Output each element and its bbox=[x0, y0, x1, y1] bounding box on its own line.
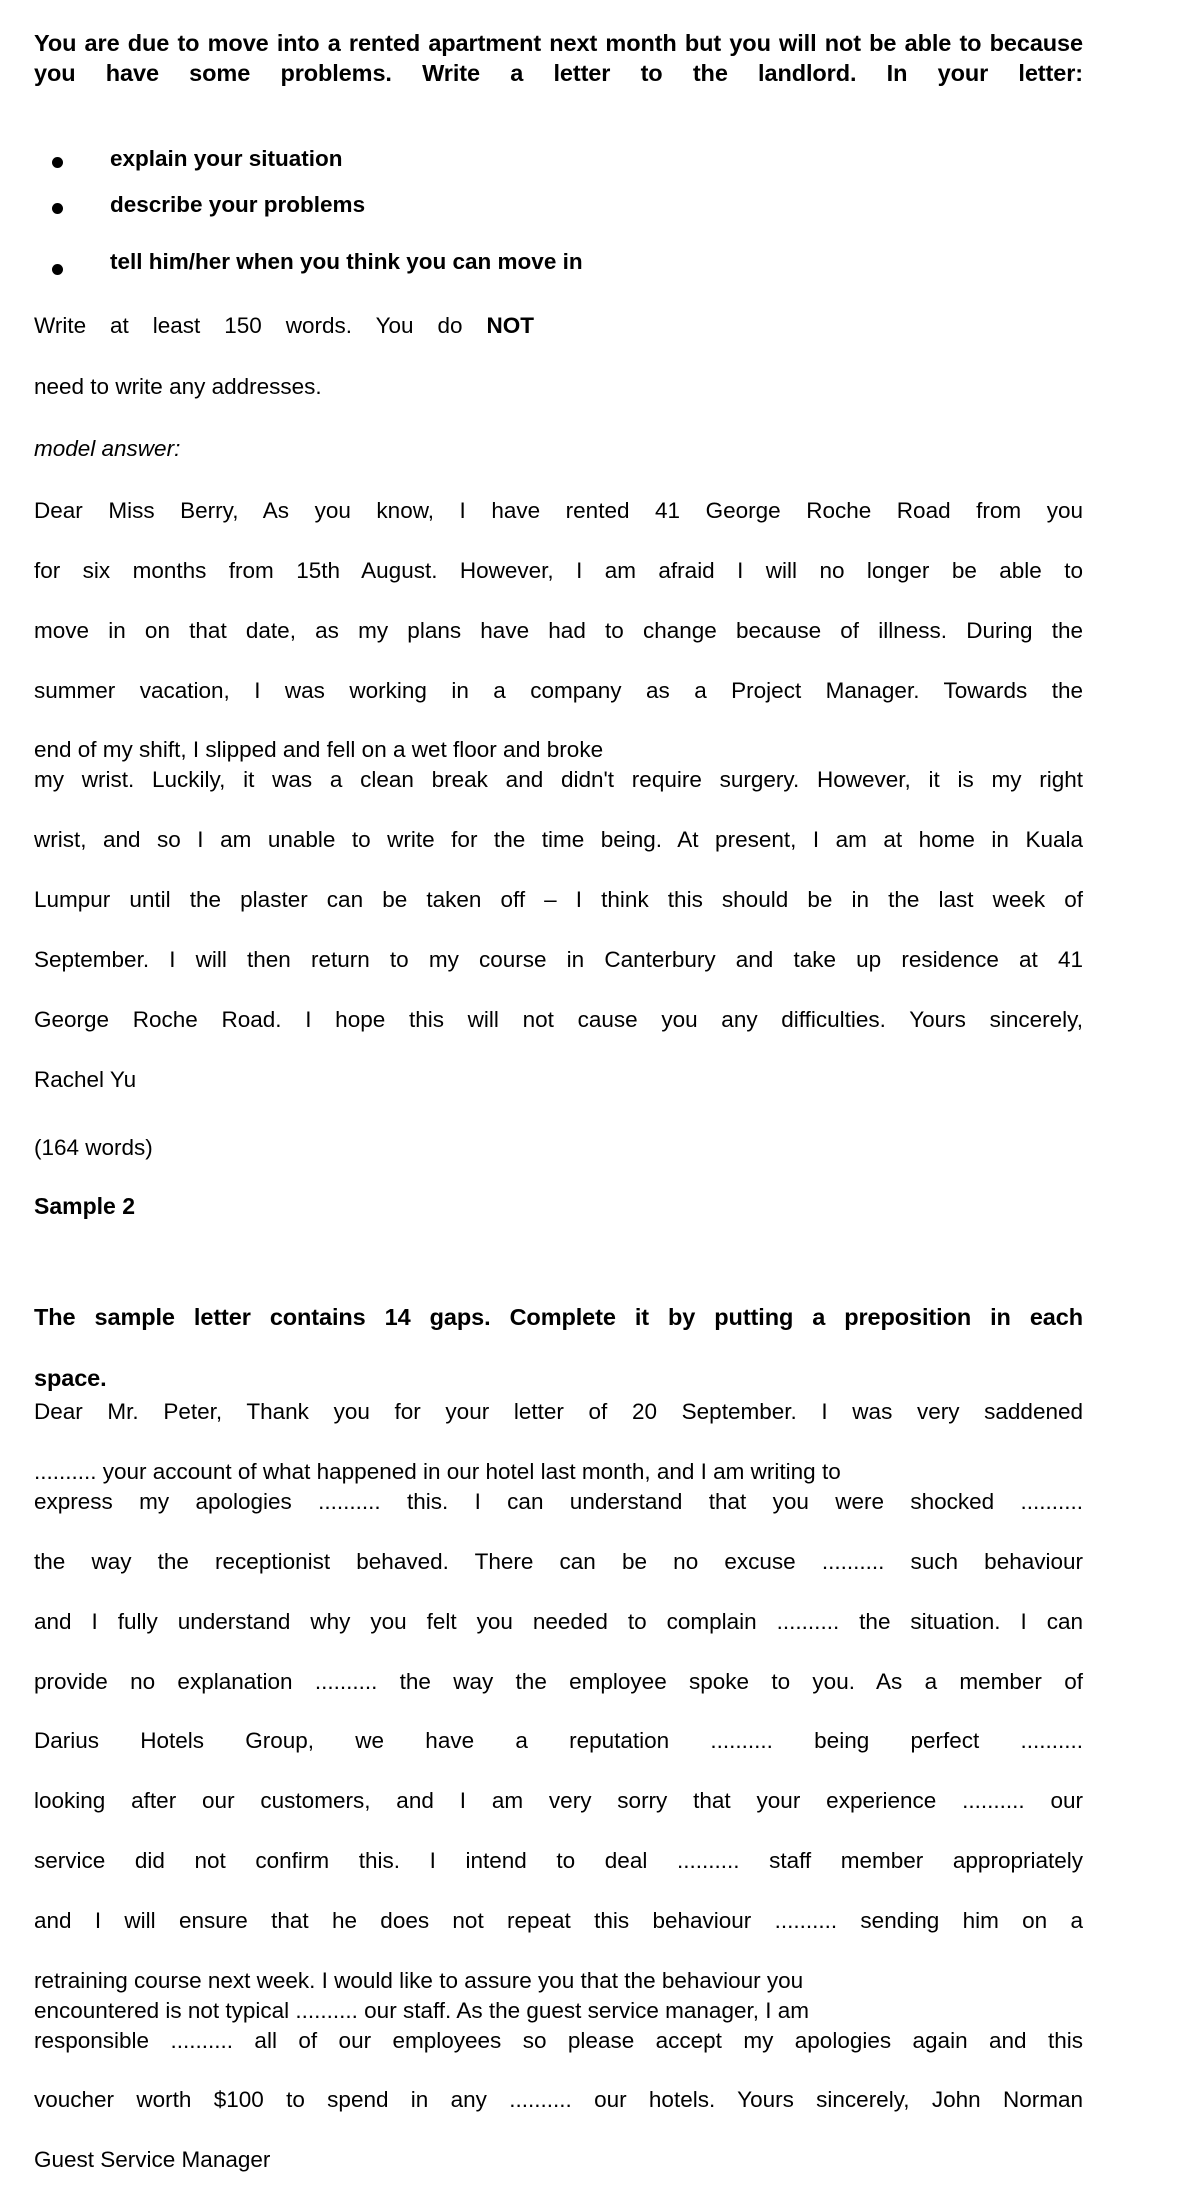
bullet-label: describe your problems bbox=[110, 191, 366, 217]
gapped-letter-line: service did not confirm this. I intend to deal .......... staff member appropriately bbox=[34, 1848, 1083, 1874]
model-answer-body bbox=[34, 496, 1083, 1094]
task2-instruction-heading bbox=[34, 1302, 1083, 1394]
model-answer-line: Dear Miss Berry, As you know, I have rented 41 George Roche Road from you bbox=[34, 498, 1083, 524]
bullet-dot-icon bbox=[52, 157, 63, 168]
model-answer-line: wrist, and so I am unable to write for the time being. At present, I am at home in Kuala bbox=[34, 827, 1083, 853]
list-item bbox=[34, 145, 1083, 172]
gapped-letter-line: encountered is not typical .......... our staff. As the guest service manager, I am bbox=[34, 1997, 809, 2023]
gapped-letter-line: .......... your account of what happened in our hotel last month, and I am writing to bbox=[34, 1459, 841, 1485]
model-answer-line: summer vacation, I was working in a company as a Project Manager. Towards the bbox=[34, 677, 1083, 703]
model-answer-line: George Roche Road. I hope this will not cause you any difficulties. Yours sincerely, bbox=[34, 1006, 1083, 1032]
model-answer-label: model answer: bbox=[34, 436, 181, 462]
instruction-line-2: need to write any addresses. bbox=[34, 373, 322, 399]
instruction-text: Write at least 150 words. You do bbox=[34, 312, 487, 338]
task1-word-instruction bbox=[34, 311, 554, 402]
bullet-label: tell him/her when you think you can move in bbox=[110, 248, 583, 274]
gapped-letter-line: voucher worth $100 to spend in any .......... our hotels. Yours sincerely, John Norman bbox=[34, 2087, 1083, 2113]
list-item bbox=[34, 248, 1083, 275]
bullet-dot-icon bbox=[52, 203, 63, 214]
task2-gapped-letter-body bbox=[34, 1397, 1083, 2175]
task2-instruction-line-1: The sample letter contains 14 gaps. Complete it by putting a preposition in each bbox=[34, 1303, 1083, 1330]
gapped-letter-line: and I will ensure that he does not repeat this behaviour .......... sending him on a bbox=[34, 1907, 1083, 1933]
model-answer-line: September. I will then return to my course in Canterbury and take up residence at 41 bbox=[34, 946, 1083, 972]
model-answer-line: end of my shift, I slipped and fell on a wet floor and broke bbox=[34, 737, 604, 763]
word-count-note: (164 words) bbox=[34, 1134, 153, 1160]
instruction-emphasis-not: NOT bbox=[486, 312, 534, 338]
sample-2-heading: Sample 2 bbox=[34, 1192, 135, 1219]
gapped-letter-line: express my apologies .......... this. I can understand that you were shocked .......... bbox=[34, 1489, 1083, 1515]
gapped-letter-line: responsible .......... all of our employees so please accept my apologies again and this bbox=[34, 2027, 1083, 2053]
model-answer-line: my wrist. Luckily, it was a clean break and didn't require surgery. However, it is my right bbox=[34, 767, 1083, 793]
gapped-letter-line: Guest Service Manager bbox=[34, 2147, 271, 2173]
task1-prompt-heading: You are due to move into a rented apartment next month but you will not be able to because you have some problems. Write a letter to the landlord. In your letter: bbox=[34, 30, 1083, 87]
bullet-dot-icon bbox=[52, 264, 63, 275]
model-answer-line: move in on that date, as my plans have had to change because of illness. During the bbox=[34, 617, 1083, 643]
list-item bbox=[34, 191, 1083, 218]
gapped-letter-line: Darius Hotels Group, we have a reputation .......... being perfect .......... bbox=[34, 1728, 1083, 1754]
task1-bullet-list bbox=[34, 145, 1083, 275]
model-answer-line: for six months from 15th August. However, I am afraid I will no longer be able to bbox=[34, 557, 1083, 583]
model-answer-line: Rachel Yu bbox=[34, 1066, 137, 1092]
bullet-label: explain your situation bbox=[110, 145, 343, 171]
gapped-letter-line: provide no explanation .......... the way the employee spoke to you. As a member of bbox=[34, 1668, 1083, 1694]
model-answer-line: Lumpur until the plaster can be taken off – I think this should be in the last week of bbox=[34, 887, 1083, 913]
gapped-letter-line: Dear Mr. Peter, Thank you for your letter of 20 September. I was very saddened bbox=[34, 1399, 1083, 1425]
instruction-line-1 bbox=[34, 311, 534, 372]
gapped-letter-line: the way the receptionist behaved. There can be no excuse .......... such behaviour bbox=[34, 1548, 1083, 1574]
gapped-letter-line: retraining course next week. I would like to assure you that the behaviour you bbox=[34, 1967, 804, 1993]
task2-instruction-line-2: space. bbox=[34, 1364, 107, 1391]
gapped-letter-line: looking after our customers, and I am very sorry that your experience .......... our bbox=[34, 1788, 1083, 1814]
gapped-letter-line: and I fully understand why you felt you needed to complain .......... the situation. I can bbox=[34, 1608, 1083, 1634]
